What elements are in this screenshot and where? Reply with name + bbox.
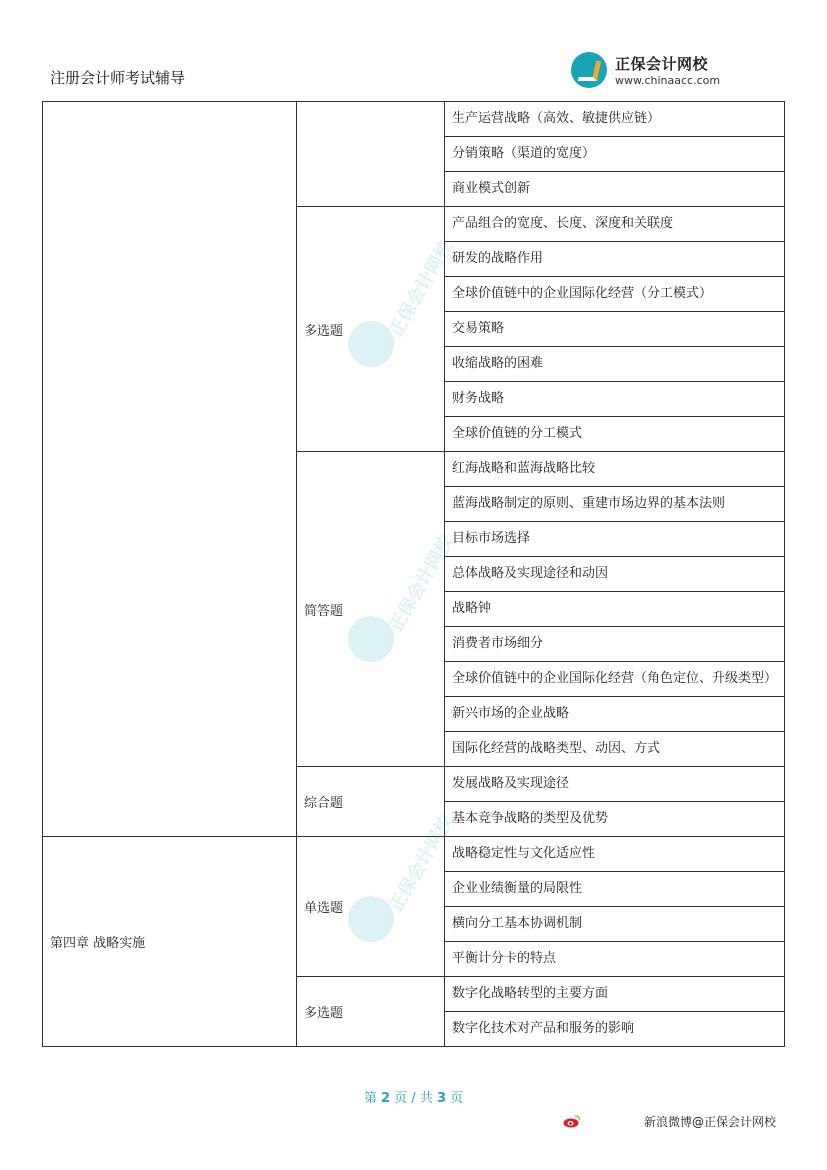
question-type-cell — [297, 102, 445, 207]
topic-cell: 目标市场选择 — [445, 522, 785, 557]
table-row — [43, 102, 785, 137]
topic-cell: 新兴市场的企业战略 — [445, 697, 785, 732]
topic-cell: 红海战略和蓝海战略比较 — [445, 452, 785, 487]
topic-cell: 消费者市场细分 — [445, 627, 785, 662]
topic-cell: 生产运营战略（高效、敏捷供应链） — [445, 102, 785, 137]
topic-cell: 企业业绩衡量的局限性 — [445, 872, 785, 907]
topic-cell: 产品组合的宽度、长度、深度和关联度 — [445, 207, 785, 242]
table-row — [43, 837, 785, 872]
logo-icon — [571, 52, 607, 88]
topic-cell: 分销策略（渠道的宽度） — [445, 137, 785, 172]
topic-cell: 全球价值链中的企业国际化经营（角色定位、升级类型） — [445, 662, 785, 697]
topic-cell: 财务战略 — [445, 382, 785, 417]
question-type-cell: 多选题 — [297, 977, 445, 1047]
topic-cell: 全球价值链中的企业国际化经营（分工模式） — [445, 277, 785, 312]
logo-name: 正保会计网校 — [615, 55, 709, 73]
watermark: 正保会计网校 — [348, 235, 438, 365]
question-type-cell: 综合题 — [297, 767, 445, 837]
watermark: 正保会计网校 — [348, 810, 438, 940]
topic-cell: 基本竞争战略的类型及优势 — [445, 802, 785, 837]
page-number: 第 2 页 / 共 3 页 — [363, 1091, 464, 1106]
topic-cell: 发展战略及实现途径 — [445, 767, 785, 802]
exam-outline-table — [42, 101, 785, 1047]
topic-cell: 商业模式创新 — [445, 172, 785, 207]
topic-cell: 全球价值链的分工模式 — [445, 417, 785, 452]
topic-cell: 战略钟 — [445, 592, 785, 627]
topic-cell: 平衡计分卡的特点 — [445, 942, 785, 977]
chapter-cell — [43, 102, 297, 837]
topic-cell: 研发的战略作用 — [445, 242, 785, 277]
question-type-cell: 单选题 — [297, 837, 445, 977]
document-header-title: 注册会计师考试辅导 — [50, 69, 186, 87]
weibo-handle: 新浪微博@正保会计网校 — [644, 1115, 777, 1129]
topic-cell: 总体战略及实现途径和动因 — [445, 557, 785, 592]
watermark: 正保会计网校 — [348, 530, 438, 660]
question-type-cell: 多选题 — [297, 207, 445, 452]
topic-cell: 国际化经营的战略类型、动因、方式 — [445, 732, 785, 767]
logo-url: www.chinaacc.com — [615, 74, 721, 87]
topic-cell: 收缩战略的困难 — [445, 347, 785, 382]
weibo-icon — [563, 1114, 581, 1128]
chapter-cell: 第四章 战略实施 — [43, 837, 297, 1047]
topic-cell: 蓝海战略制定的原则、重建市场边界的基本法则 — [445, 487, 785, 522]
question-type-cell: 简答题 — [297, 452, 445, 767]
brand-logo — [571, 50, 731, 92]
topic-cell: 数字化技术对产品和服务的影响 — [445, 1012, 785, 1047]
topic-cell: 交易策略 — [445, 312, 785, 347]
topic-cell: 数字化战略转型的主要方面 — [445, 977, 785, 1012]
topic-cell: 横向分工基本协调机制 — [445, 907, 785, 942]
topic-cell: 战略稳定性与文化适应性 — [445, 837, 785, 872]
